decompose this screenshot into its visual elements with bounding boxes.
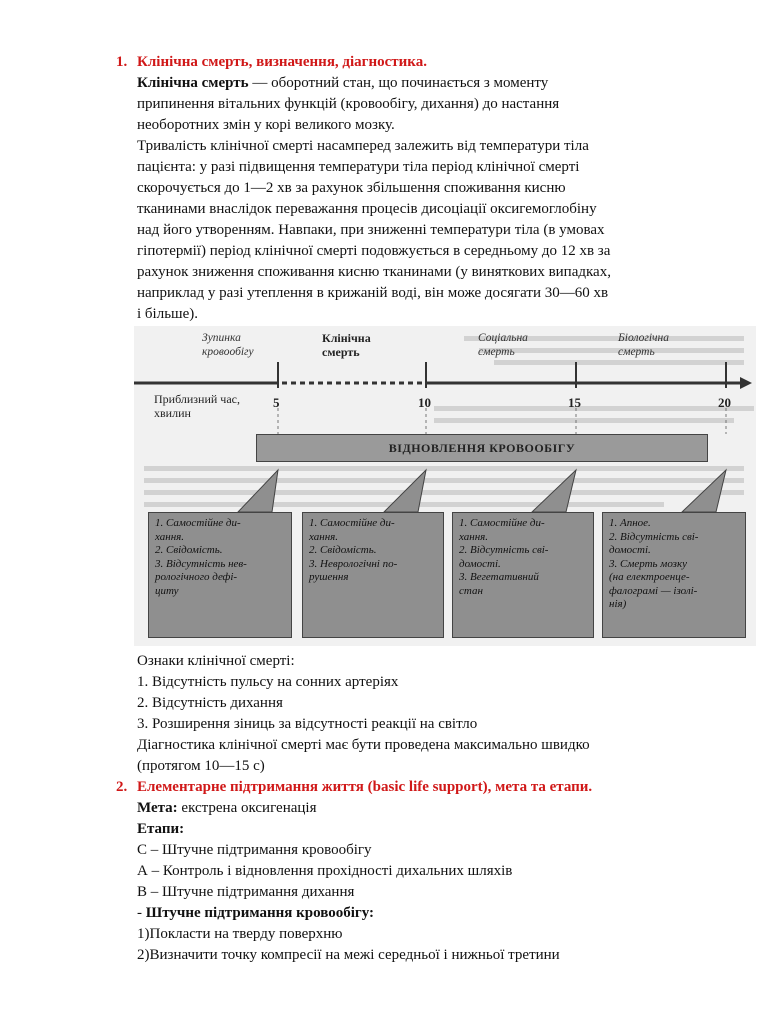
stage-box-biological-death: 1. Апное. 2. Відсутність сві- домості. 3. Смерть мозку (на електроенце- фалограмі — ізолі- нія) (602, 512, 746, 638)
section-2-heading: Елементарне підтримання життя (basic life support), мета та етапи. (137, 779, 593, 795)
definition-line-3: необоротних змін у корі великого мозку. (137, 117, 395, 133)
definition-line-2: припинення вітальних функцій (кровообігу, дихання) до настання (137, 96, 560, 112)
time-axis-label: Приблизний час, хвилин (154, 392, 240, 420)
definition-line-1 (137, 73, 548, 94)
section-1-number: 1. (116, 54, 128, 70)
paragraph-line: Тривалість клінічної смерті насамперед залежить від температури тіла (137, 138, 589, 154)
definition-text: — оборотний стан, що починається з моменту (248, 75, 549, 91)
paragraph-line: і більше). (137, 306, 198, 322)
stage-item: А – Контроль і відновлення прохідності дихальних шляхів (137, 863, 513, 879)
stage-cardiac-arrest-label: Зупинка кровообігу (202, 332, 254, 358)
goal-label: Мета: (137, 800, 178, 816)
stage-item: В – Штучне підтримання дихання (137, 884, 355, 900)
stage-social-death-label: Соціальна смерть (478, 332, 528, 358)
tick-label: 10 (418, 395, 431, 410)
diagnostics-line: Діагностика клінічної смерті має бути проведена максимально швидко (137, 737, 590, 753)
stage-clinical-death-label: Клінічна смерть (322, 331, 371, 359)
paragraph-line: над його утворенням. Навпаки, при зниженні температури тіла (в умовах (137, 222, 605, 238)
tick-label: 15 (568, 395, 581, 410)
paragraph-line: скорочується до 1—2 хв за рахунок збільшення споживання кисню (137, 180, 566, 196)
signs-title: Ознаки клінічної смерті: (137, 653, 295, 669)
sign-item: 3. Розширення зіниць за відсутності реакції на світло (137, 716, 478, 732)
sub-heading-line (137, 903, 374, 924)
sub-heading-prefix: - (137, 905, 146, 921)
stage-box-clinical-death: 1. Самостійне ди- хання. 2. Свідомість. 3. Неврологічні по- рушення (302, 512, 444, 638)
stage-biological-death-label: Біологічна смерть (618, 332, 669, 358)
sign-item: 1. Відсутність пульсу на сонних артеріях (137, 674, 399, 690)
step-item: 1)Покласти на тверду поверхню (137, 926, 343, 942)
stage-box-cardiac-arrest: 1. Самостійне ди- хання. 2. Свідомість. 3. Відсутність нев- рологічного дефі- циту (148, 512, 292, 638)
stage-item: С – Штучне підтримання кровообігу (137, 842, 372, 858)
paragraph-line: наприклад у разі утеплення в крижаній воді, він може досягати 30—60 хв (137, 285, 609, 301)
section-2-number: 2. (116, 779, 128, 795)
definition-term: Клінічна смерть (137, 75, 249, 91)
circulation-restoration-banner: ВІДНОВЛЕННЯ КРОВООБІГУ (256, 434, 708, 462)
paragraph-line: пацієнта: у разі підвищення температури тіла період клінічної смерті (137, 159, 580, 175)
clinical-death-timeline-figure (134, 326, 756, 646)
paragraph-line: тканинами внаслідок переважання процесів дисоціації оксигемоглобіну (137, 201, 597, 217)
paragraph-line: рахунок зниження споживання кисню тканинами (у виняткових випадках, (137, 264, 611, 280)
diagnostics-line: (протягом 10—15 с) (137, 758, 265, 774)
paragraph-line: гіпотермії) період клінічної смерті подовжується в середньому до 12 хв за (137, 243, 611, 259)
sign-item: 2. Відсутність дихання (137, 695, 283, 711)
step-item: 2)Визначити точку компресії на межі середньої і нижньої третини (137, 947, 560, 963)
sub-heading: Штучне підтримання кровообігу: (145, 905, 374, 921)
goal-text: екстрена оксигенація (177, 800, 317, 816)
tick-label: 20 (718, 395, 731, 410)
stages-label: Етапи: (137, 821, 185, 837)
goal-line (137, 798, 316, 819)
section-1-heading: Клінічна смерть, визначення, діагностика. (137, 54, 427, 70)
tick-label: 5 (273, 395, 280, 410)
stage-box-social-death: 1. Самостійне ди- хання. 2. Відсутність сві- домості. 3. Вегетативний стан (452, 512, 594, 638)
